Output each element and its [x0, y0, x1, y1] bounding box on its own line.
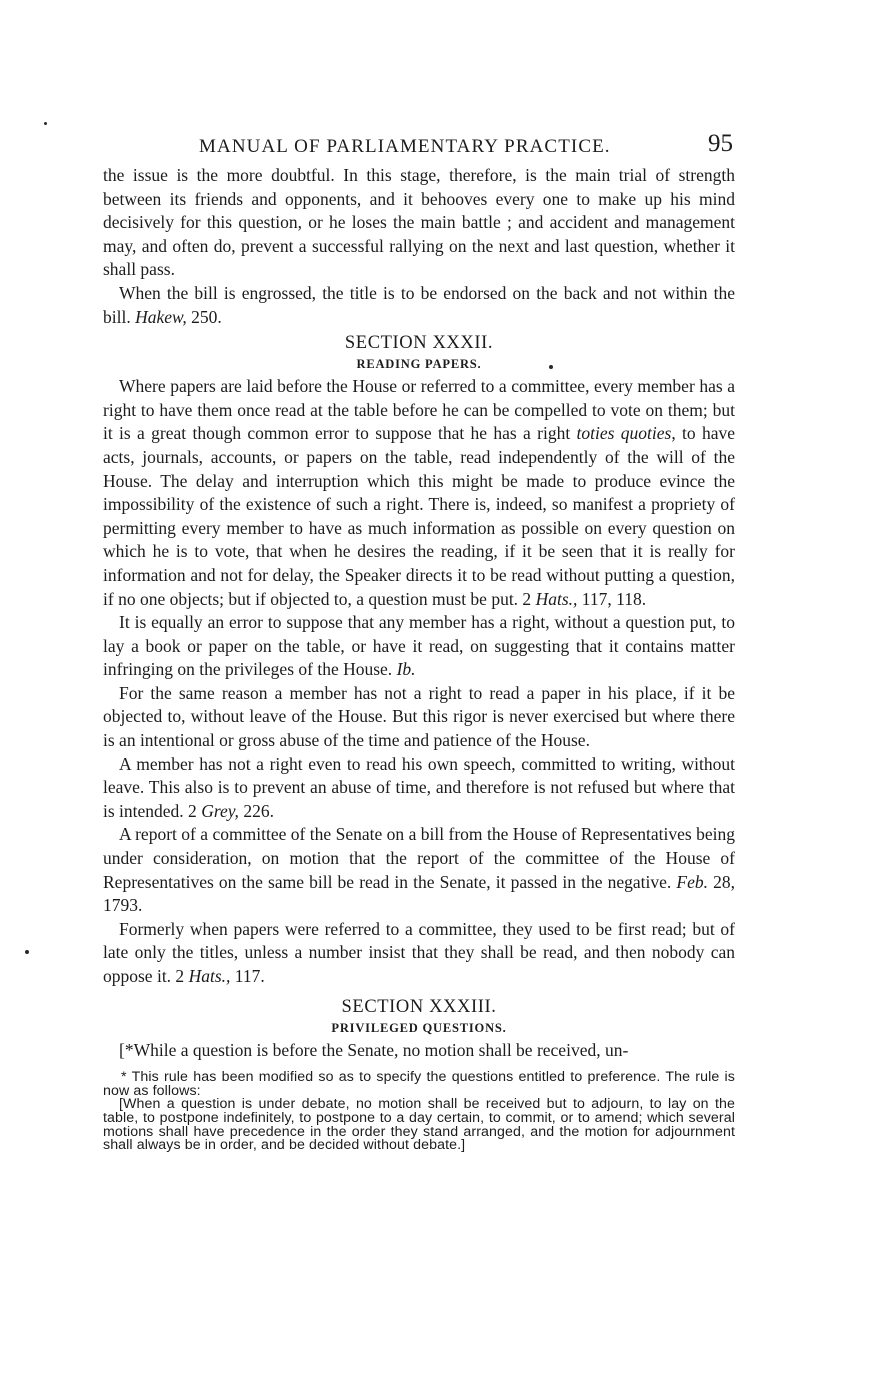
margin-speck: [25, 950, 29, 954]
paragraph: the issue is the more doubtful. In this stage, therefore, is the main trial of strength between its friends and opponents, and it behooves every one to make up his mind decisively for this question, or he loses the main battle ; and accident and management may, and often do, prevent a successful rallying on the next and last question, whether it shall pass.: [103, 165, 735, 280]
running-title: MANUAL OF PARLIAMENTARY PRACTICE.: [199, 136, 611, 157]
citation: Hakew,: [135, 306, 187, 327]
page-header: [103, 130, 735, 164]
paragraph: For the same reason a member has not a right to read a paper in his place, if it be objected to, without leave of the House. But this rigor is never exercised but where there is an intentional or gross abuse of the time and patience of the House.: [103, 682, 735, 751]
citation: Grey,: [201, 800, 239, 821]
footnote-intro: * This rule has been modified so as to specify the questions entitled to preference. The rule is now as follows:: [103, 1069, 735, 1099]
paragraph: A report of a committee of the Senate on a bill from the House of Representatives being under consideration, on motion that the report of the committee of the House of Representatives on the same bill be read in the Senate, it passed in the negative. Feb. 28, 1793.: [103, 824, 736, 916]
paragraph: It is equally an error to suppose that any member has a right, without a question put, to lay a book or paper on the table, or have it read, on suggesting that it contains matter infringing on the privileges of the House. Ib.: [103, 612, 735, 680]
footnote: [103, 1071, 735, 1153]
paragraph: [*While a question is before the Senate, no motion shall be received, un-: [119, 1039, 629, 1060]
paragraph: When the bill is engrossed, the title is to be endorsed on the back and not within the bill. Hakew, 250.: [103, 282, 735, 327]
citation: Ib.: [396, 659, 416, 680]
footnote-rule-text: [When a question is under debate, no motion shall be received but to adjourn, to lay on the table, to postpone indefinitely, to postpone to a day certain, to commit, or to amend; which several motions shall have precedence in the order they stand arranged, and the motion for adjournment shall always be in order, and be decided without debate.]: [103, 1096, 735, 1154]
latin-phrase: toties quoties: [576, 423, 672, 444]
section-title: SECTION XXXIII.: [341, 996, 497, 1017]
citation: Hats.,: [535, 588, 578, 609]
section-subtitle: PRIVILEGED QUESTIONS.: [331, 1020, 507, 1035]
margin-speck: [44, 122, 47, 125]
book-page: [103, 130, 735, 1153]
paragraph: Formerly when papers were referred to a committee, they used to be first read; but of late only the titles, unless a number insist that they shall be read, and then nobody can oppose it. 2 Hats., 117.: [103, 918, 735, 986]
section-subtitle: READING PAPERS.: [356, 357, 482, 372]
paragraph: Where papers are laid before the House or referred to a committee, every member has a right to have them once read at the table before he can be compelled to vote on them; but it is a great though common error to suppose that he has a right toties quoties, to have acts, journals, accounts, or papers on the table, read independently of the will of the House. The delay and interruption which this might be made to produce evince the impossibility of the existence of such a right. There is, indeed, so manifest a propriety of permitting every member to have as much information as possible on every question on which he is to vote, that when he desires the reading, if it be seen that it is really for information and not for delay, the Speaker directs it to be read without putting a question, if no one objects; but if objected to, a question must be put. 2 Hats., 117, 118.: [103, 376, 736, 609]
citation: Hats.,: [188, 966, 231, 986]
citation: Feb.: [676, 871, 709, 892]
section-title: SECTION XXXII.: [344, 333, 494, 354]
paragraph: A member has not a right even to read his own speech, committed to writing, without leave. This also is to prevent an abuse of time, and therefore is not refused but where that is intended. 2 Grey, 226.: [103, 753, 735, 821]
page-number: 95: [708, 130, 733, 157]
